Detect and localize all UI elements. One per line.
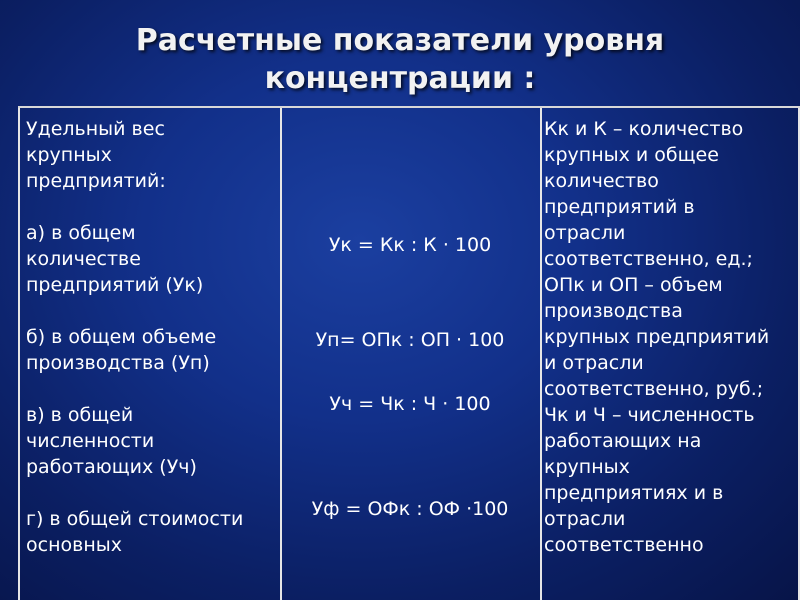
formulas-column xyxy=(282,108,538,600)
indicator-intro: Удельный вес крупных предприятий: xyxy=(26,118,166,192)
indicators-column xyxy=(26,108,280,600)
formula-up: Уп= ОПк : ОП · 100 xyxy=(315,329,505,351)
formula-uf: Уф = ОФк : ОФ ·100 xyxy=(311,498,509,520)
indicators-table xyxy=(18,108,800,600)
formula-uk: Ук = Кк : К · 100 xyxy=(328,234,492,256)
notation-text: Кк и К – количество крупных и общее количество предприятий в отрасли соответственно, ед.; ОПк и ОП – объем производства крупных предприятий и отрасли соответственно, руб.; Чк и Ч – численность работающих на крупных предприятиях и в отрасли соответственно xyxy=(544,118,770,556)
indicator-item-b: б) в общем объеме производства (Уп) xyxy=(26,326,217,374)
title-line-1: Расчетные показатели уровня xyxy=(135,23,665,58)
indicator-item-c: в) в общей численности работающих (Уч) xyxy=(26,404,197,478)
title-line-2: концентрации : xyxy=(264,61,536,96)
indicator-item-a: а) в общем количестве предприятий (Ук) xyxy=(26,222,204,296)
slide-title xyxy=(0,22,800,98)
column-divider-2 xyxy=(540,108,542,600)
notation-column xyxy=(544,108,800,600)
indicator-item-d: г) в общей стоимости основных xyxy=(26,508,244,556)
formula-uch: Уч = Чк : Ч · 100 xyxy=(329,393,491,415)
